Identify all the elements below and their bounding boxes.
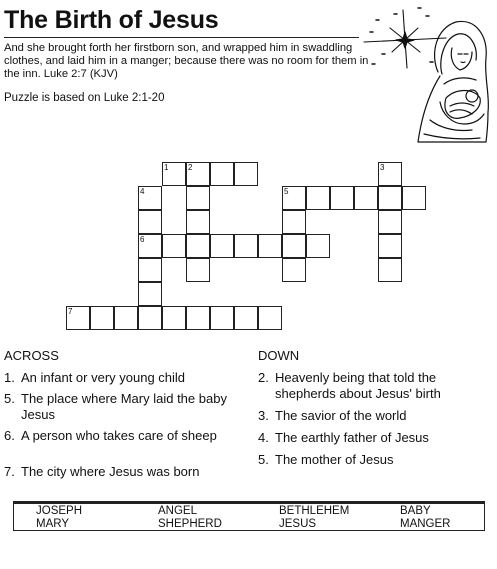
- crossword-cell[interactable]: [330, 186, 354, 210]
- clue-text: A person who takes care of sheep: [21, 428, 217, 443]
- crossword-cell[interactable]: [186, 258, 210, 282]
- cell-number: 1: [164, 163, 169, 172]
- crossword-cell[interactable]: [186, 162, 210, 186]
- crossword-cell[interactable]: [162, 306, 186, 330]
- crossword-cell[interactable]: [282, 234, 306, 258]
- puzzle-basis-note: Puzzle is based on Luke 2:1-20: [4, 92, 165, 104]
- clue-text: The mother of Jesus: [275, 452, 394, 467]
- crossword-cell[interactable]: [234, 162, 258, 186]
- crossword-cell[interactable]: [378, 186, 402, 210]
- crossword-cell[interactable]: [306, 234, 330, 258]
- crossword-cell[interactable]: [378, 210, 402, 234]
- clue-number: 5.: [4, 391, 15, 406]
- clue-number: 5.: [258, 452, 269, 467]
- crossword-cell[interactable]: [378, 162, 402, 186]
- across-heading: ACROSS: [4, 348, 59, 363]
- page-title: The Birth of Jesus: [4, 6, 219, 34]
- crossword-cell[interactable]: [162, 234, 186, 258]
- crossword-cell[interactable]: [186, 186, 210, 210]
- cell-number: 5: [284, 187, 289, 196]
- clue-number: 3.: [258, 408, 269, 423]
- crossword-cell[interactable]: [186, 210, 210, 234]
- down-heading: DOWN: [258, 348, 300, 363]
- clue-number: 4.: [258, 430, 269, 445]
- crossword-cell[interactable]: [306, 186, 330, 210]
- crossword-cell[interactable]: [282, 210, 306, 234]
- word-bank-item: JESUS: [279, 518, 317, 530]
- crossword-cell[interactable]: [378, 258, 402, 282]
- crossword-cell[interactable]: [66, 306, 90, 330]
- word-bank-item: MANGER: [400, 518, 451, 530]
- across-clue-1: [4, 370, 244, 386]
- across-clue-5: [4, 391, 232, 423]
- crossword-cell[interactable]: [138, 186, 162, 210]
- crossword-cell[interactable]: [354, 186, 378, 210]
- crossword-cell[interactable]: [162, 162, 186, 186]
- clue-text: The savior of the world: [275, 408, 407, 423]
- crossword-cell[interactable]: [90, 306, 114, 330]
- clue-number: 6.: [4, 428, 15, 443]
- word-bank-item: ANGEL: [158, 505, 197, 517]
- word-bank-item: JOSEPH: [36, 505, 83, 517]
- crossword-cell[interactable]: [138, 282, 162, 306]
- clue-number: 1.: [4, 370, 15, 385]
- word-bank-item: MARY: [36, 518, 70, 530]
- crossword-cell[interactable]: [210, 162, 234, 186]
- word-bank: [13, 501, 485, 531]
- cell-number: 3: [380, 163, 385, 172]
- crossword-cell[interactable]: [138, 234, 162, 258]
- clue-text: Heavenly being that told the shepherds about Jesus' birth: [275, 370, 441, 401]
- crossword-cell[interactable]: [402, 186, 426, 210]
- crossword-cell[interactable]: [186, 306, 210, 330]
- crossword-cell[interactable]: [210, 234, 234, 258]
- word-bank-item: BABY: [400, 505, 431, 517]
- crossword-cell[interactable]: [234, 306, 258, 330]
- crossword-cell[interactable]: [258, 306, 282, 330]
- crossword-cell[interactable]: [282, 258, 306, 282]
- crossword-cell[interactable]: [210, 306, 234, 330]
- scripture-verse: And she brought forth her firstborn son, and wrapped him in swaddling clothes, and laid him in a manger; because there was no room for them in the inn. Luke 2:7 (KJV): [4, 42, 369, 80]
- crossword-cell[interactable]: [378, 234, 402, 258]
- crossword-cell[interactable]: [282, 186, 306, 210]
- crossword-cell[interactable]: [138, 306, 162, 330]
- down-clue-5: [258, 452, 490, 468]
- cell-number: 4: [140, 187, 145, 196]
- crossword-cell[interactable]: [138, 258, 162, 282]
- clue-number: 2.: [258, 370, 269, 385]
- across-clue-7: [4, 464, 244, 480]
- crossword-cell[interactable]: [186, 234, 210, 258]
- down-clue-2: [258, 370, 490, 402]
- crossword-cell[interactable]: [258, 234, 282, 258]
- crossword-cell[interactable]: [234, 234, 258, 258]
- clue-number: 7.: [4, 464, 15, 479]
- clue-text: The earthly father of Jesus: [275, 430, 429, 445]
- crossword-cell[interactable]: [138, 210, 162, 234]
- across-clue-6: [4, 428, 219, 444]
- cell-number: 2: [188, 163, 193, 172]
- clue-text: An infant or very young child: [21, 370, 186, 385]
- word-bank-item: BETHLEHEM: [279, 505, 350, 517]
- crossword-cell[interactable]: [114, 306, 138, 330]
- down-clue-4: [258, 430, 490, 446]
- cell-number: 6: [140, 235, 145, 244]
- word-bank-item: SHEPHERD: [158, 518, 222, 530]
- clue-text: The place where Mary laid the baby Jesus: [21, 391, 227, 422]
- down-clue-3: [258, 408, 490, 424]
- cell-number: 7: [68, 307, 73, 316]
- clue-text: The city where Jesus was born: [21, 464, 200, 479]
